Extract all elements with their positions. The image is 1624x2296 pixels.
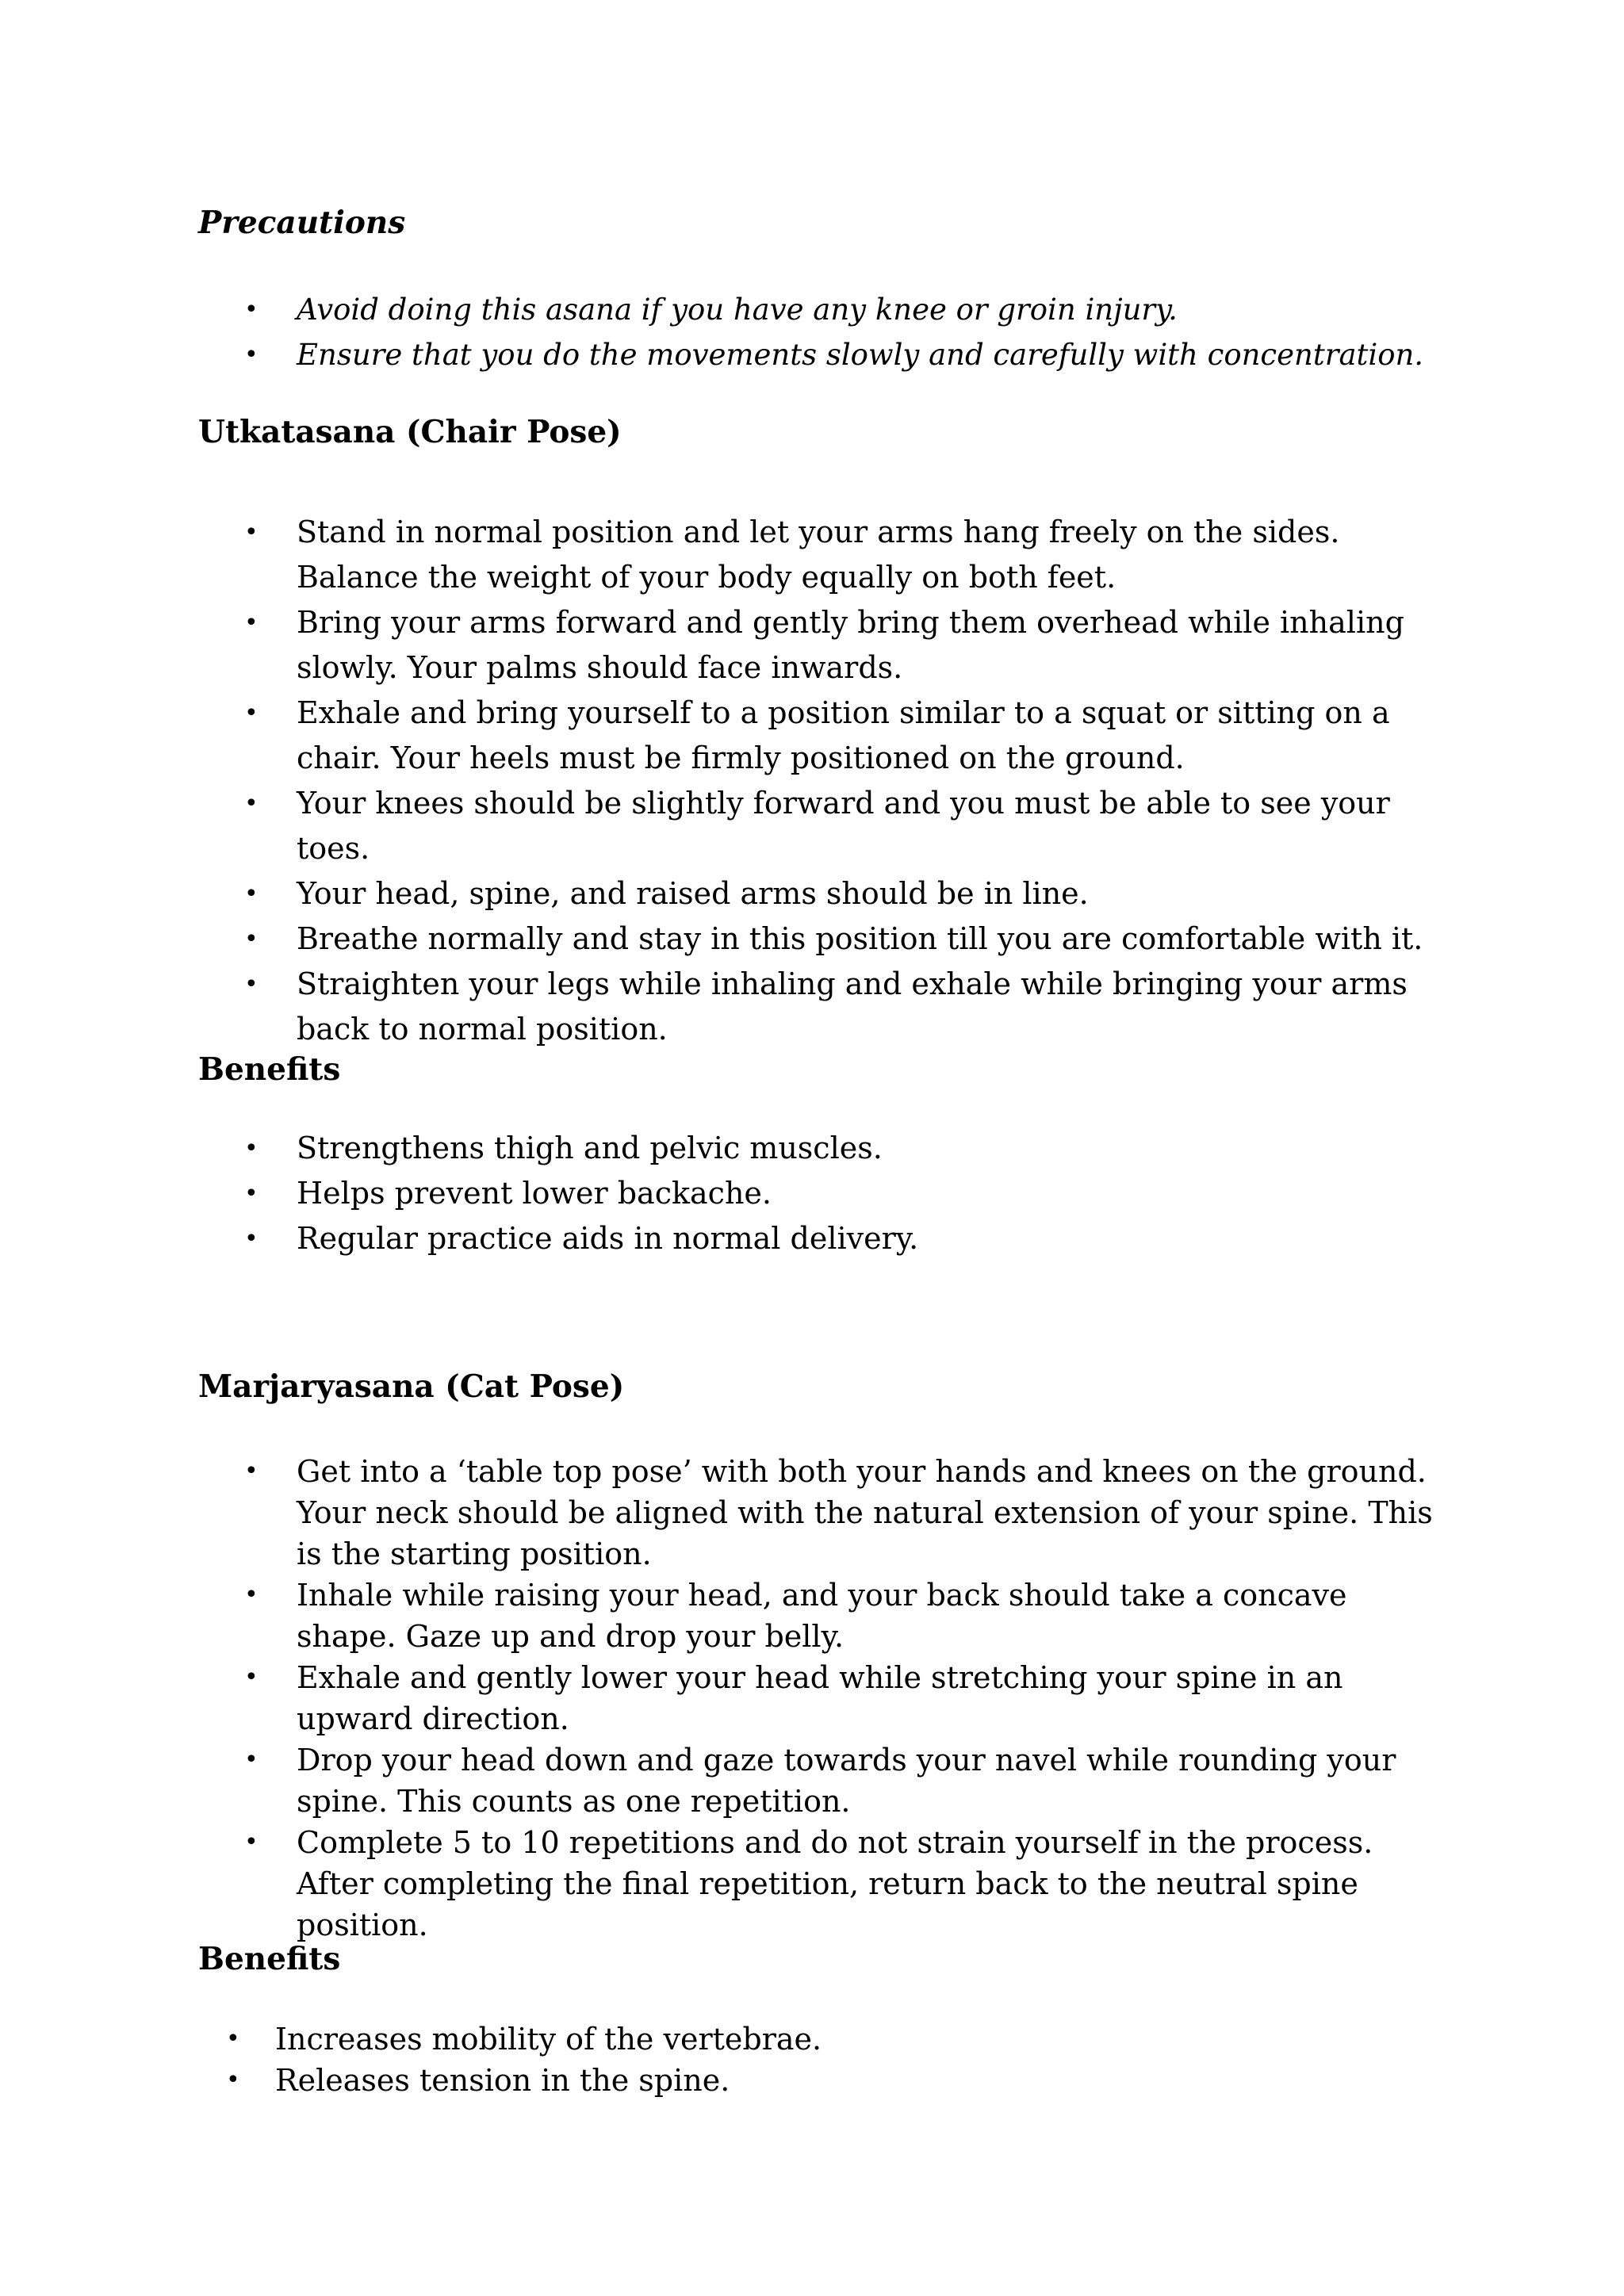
bullet-icon: • [244, 1135, 259, 1162]
bullet-icon: • [244, 1180, 259, 1207]
list-item: • Drop your head down and gaze towards your navel while rounding your spine. This counts as one repetition. [198, 1739, 1434, 1822]
bullet-icon: • [244, 790, 259, 817]
list-item: • Breathe normally and stay in this position till you are comfortable with it. [198, 916, 1434, 962]
utkatasana-list [198, 510, 1434, 1052]
precautions-heading: Precautions [198, 205, 406, 241]
bullet-icon: • [244, 1746, 259, 1774]
marjaryasana-heading: Marjaryasana (Cat Pose) [198, 1368, 625, 1405]
bullet-icon: • [244, 699, 259, 727]
list-item: • Regular practice aids in normal delivery. [198, 1216, 1434, 1261]
list-item: • Avoid doing this asana if you have any knee or groin injury. [198, 287, 1434, 332]
benefits-list-container-2 [198, 2019, 1434, 2101]
utkatasana-heading: Utkatasana (Chair Pose) [198, 414, 622, 450]
list-item: • Bring your arms forward and gently bring them overhead while inhaling slowly. Your palms should face inwards. [198, 600, 1434, 691]
list-item: • Complete 5 to 10 repetitions and do not strain yourself in the process. After completing the final repetition, return back to the neutral spine position. [198, 1822, 1434, 1946]
benefits-section-1 [198, 1051, 1434, 1088]
bullet-icon: • [226, 2066, 240, 2094]
bullet-icon: • [244, 519, 259, 546]
bullet-icon: • [244, 925, 259, 953]
list-item: • Get into a ‘table top pose’ with both your hands and knees on the ground. Your neck should be aligned with the natural extension of your spine. This is the starting position. [198, 1451, 1434, 1575]
bullet-icon: • [244, 609, 259, 637]
precautions-section [198, 205, 1434, 241]
benefits-list-container-1 [198, 1126, 1434, 1261]
list-item: • Exhale and gently lower your head while stretching your spine in an upward direction. [198, 1657, 1434, 1739]
list-item: • Strengthens thigh and pelvic muscles. [198, 1126, 1434, 1171]
list-item: • Your head, spine, and raised arms should be in line. [198, 871, 1434, 916]
benefits-heading: Benefits [198, 1051, 341, 1088]
bullet-icon: • [244, 880, 259, 908]
bullet-icon: • [244, 1581, 259, 1609]
list-item: • Releases tension in the spine. [198, 2060, 1434, 2101]
marjaryasana-list [198, 1451, 1434, 1946]
benefits-section-2 [198, 1941, 1434, 1977]
marjaryasana-list-container [198, 1451, 1434, 1946]
benefits-list [198, 2019, 1434, 2101]
list-item: • Exhale and bring yourself to a position similar to a squat or sitting on a chair. Your heels must be firmly positioned on the ground. [198, 691, 1434, 781]
bullet-icon: • [244, 341, 259, 369]
bullet-icon: • [226, 2025, 240, 2053]
list-item: • Increases mobility of the vertebrae. [198, 2019, 1434, 2060]
list-item: • Your knees should be slightly forward and you must be able to see your toes. [198, 781, 1434, 871]
utkatasana-list-container [198, 510, 1434, 1052]
bullet-icon: • [244, 1663, 259, 1691]
bullet-icon: • [244, 1225, 259, 1253]
precautions-list [198, 287, 1434, 377]
bullet-icon: • [244, 970, 259, 998]
utkatasana-section [198, 414, 1434, 450]
list-item: • Inhale while raising your head, and your back should take a concave shape. Gaze up and drop your belly. [198, 1575, 1434, 1657]
list-item: • Helps prevent lower backache. [198, 1171, 1434, 1216]
bullet-icon: • [244, 1828, 259, 1856]
marjaryasana-section [198, 1368, 1434, 1405]
benefits-list [198, 1126, 1434, 1261]
list-item: • Stand in normal position and let your arms hang freely on the sides. Balance the weight of your body equally on both feet. [198, 510, 1434, 600]
precautions-list-container [198, 287, 1434, 377]
bullet-icon: • [244, 296, 259, 323]
list-item: • Ensure that you do the movements slowly and carefully with concentration. [198, 332, 1434, 377]
list-item: • Straighten your legs while inhaling and exhale while bringing your arms back to normal position. [198, 962, 1434, 1052]
benefits-heading: Benefits [198, 1941, 341, 1977]
bullet-icon: • [244, 1457, 259, 1485]
